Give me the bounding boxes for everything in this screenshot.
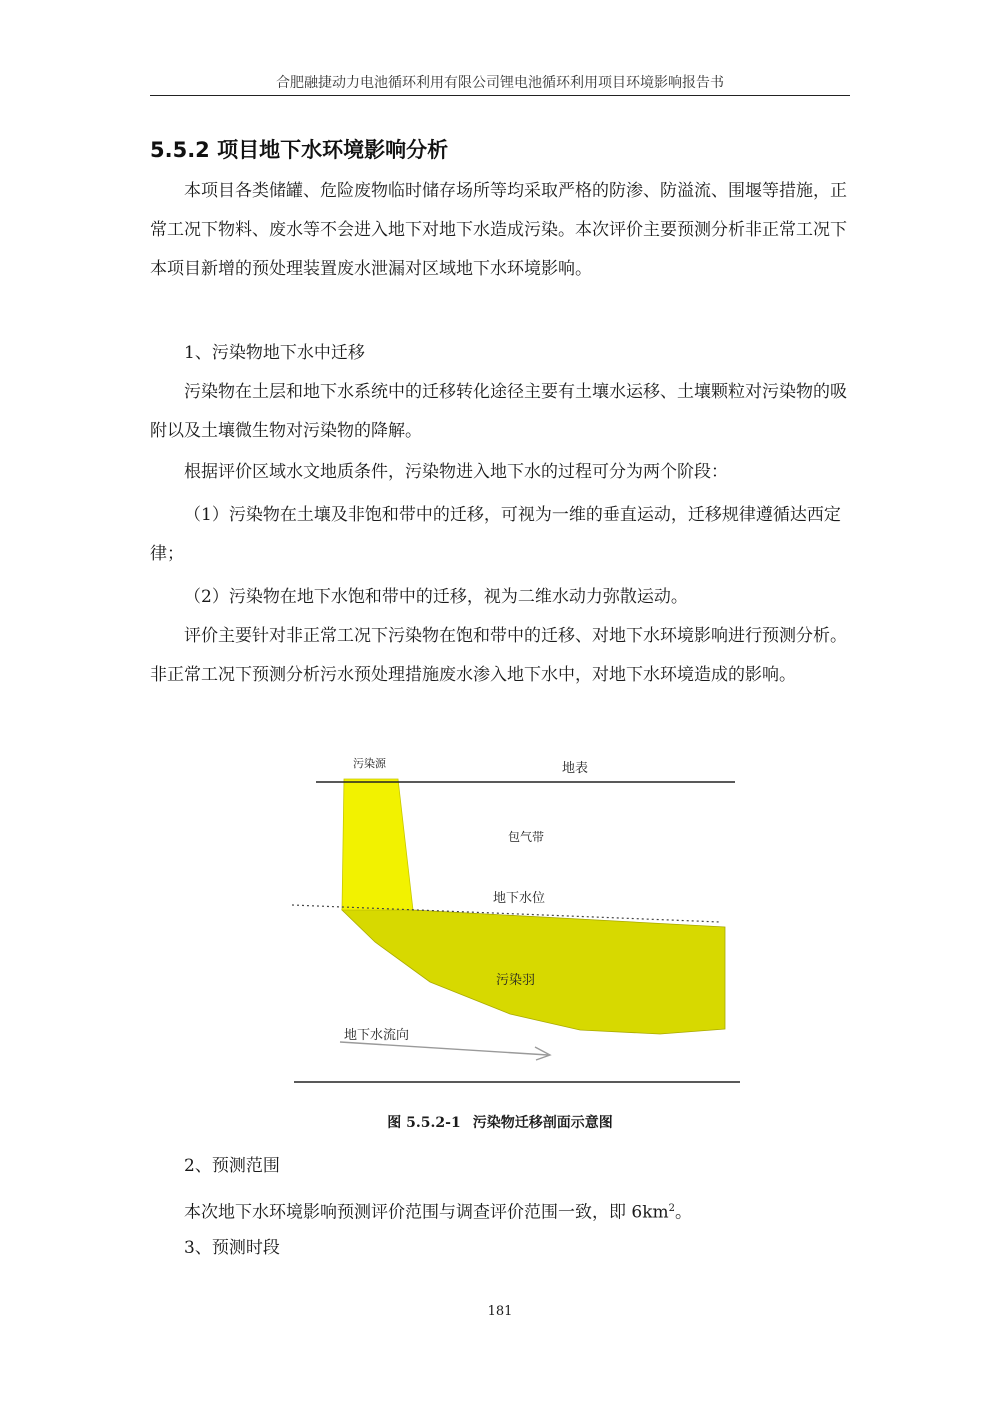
migration-paragraph: 污染物在土层和地下水系统中的迁移转化途径主要有土壤水运移、土壤颗粒对污染物的吸附以及土壤微生物对污染物的降解。 [150, 382, 847, 441]
range-paragraph [150, 1189, 850, 1233]
label-source: 污染源 [353, 757, 386, 770]
item1-title: 1、污染物地下水中迁移 [184, 343, 365, 363]
pollution-plume-shape [342, 910, 725, 1034]
caption-number: 图 5.5.2-1 [387, 1115, 461, 1131]
label-plume: 污染羽 [496, 973, 536, 988]
flow-arrow-head [535, 1047, 550, 1060]
stage2-paragraph: （2）污染物在地下水饱和带中的迁移，视为二维水动力弥散运动。 [184, 587, 688, 607]
section-heading [150, 134, 448, 164]
stage1-paragraph: （1）污染物在土壤及非饱和带中的迁移，可视为一维的垂直运动，迁移规律遵循达西定律； [150, 505, 841, 564]
range-superscript: 2 [668, 1203, 676, 1214]
label-vadose: 包气带 [508, 830, 545, 844]
flow-arrow-line [340, 1042, 548, 1055]
label-surface: 地表 [562, 761, 589, 776]
section-title: 项目地下水环境影响分析 [217, 138, 449, 162]
label-water-table: 地下水位 [493, 891, 546, 906]
figure-caption [150, 1112, 850, 1132]
label-flow: 地下水流向 [344, 1028, 410, 1043]
migration-profile-diagram [280, 742, 760, 1102]
page-number: 181 [487, 1304, 513, 1319]
caption-text: 污染物迁移剖面示意图 [472, 1115, 613, 1131]
intro-paragraph: 本项目各类储罐、危险废物临时储存场所等均采取严格的防渗、防溢流、围堰等措施，正常工况下物料、废水等不会进入地下对地下水造成污染。本次评价主要预测分析非正常工况下本项目新增的预处理装置废水泄漏对区域地下水环境影响。 [150, 181, 847, 279]
stages-paragraph: 根据评价区域水文地质条件，污染物进入地下水的过程可分为两个阶段： [184, 462, 728, 482]
pollution-source-column [342, 779, 413, 910]
header-divider [150, 95, 850, 96]
range-text: 本次地下水环境影响预测评价范围与调查评价范围一致，即 6km [184, 1202, 669, 1223]
item2-title: 2、预测范围 [184, 1156, 280, 1176]
running-header: 合肥融捷动力电池循环利用有限公司锂电池循环利用项目环境影响报告书 [276, 75, 724, 91]
item3-title: 3、预测时段 [184, 1238, 280, 1258]
section-number: 5.5.2 [150, 138, 210, 162]
evaluation-paragraph: 评价主要针对非正常工况下污染物在饱和带中的迁移、对地下水环境影响进行预测分析。非正常工况下预测分析污水预处理措施废水渗入地下水中，对地下水环境造成的影响。 [150, 626, 847, 685]
range-end: 。 [675, 1202, 693, 1223]
